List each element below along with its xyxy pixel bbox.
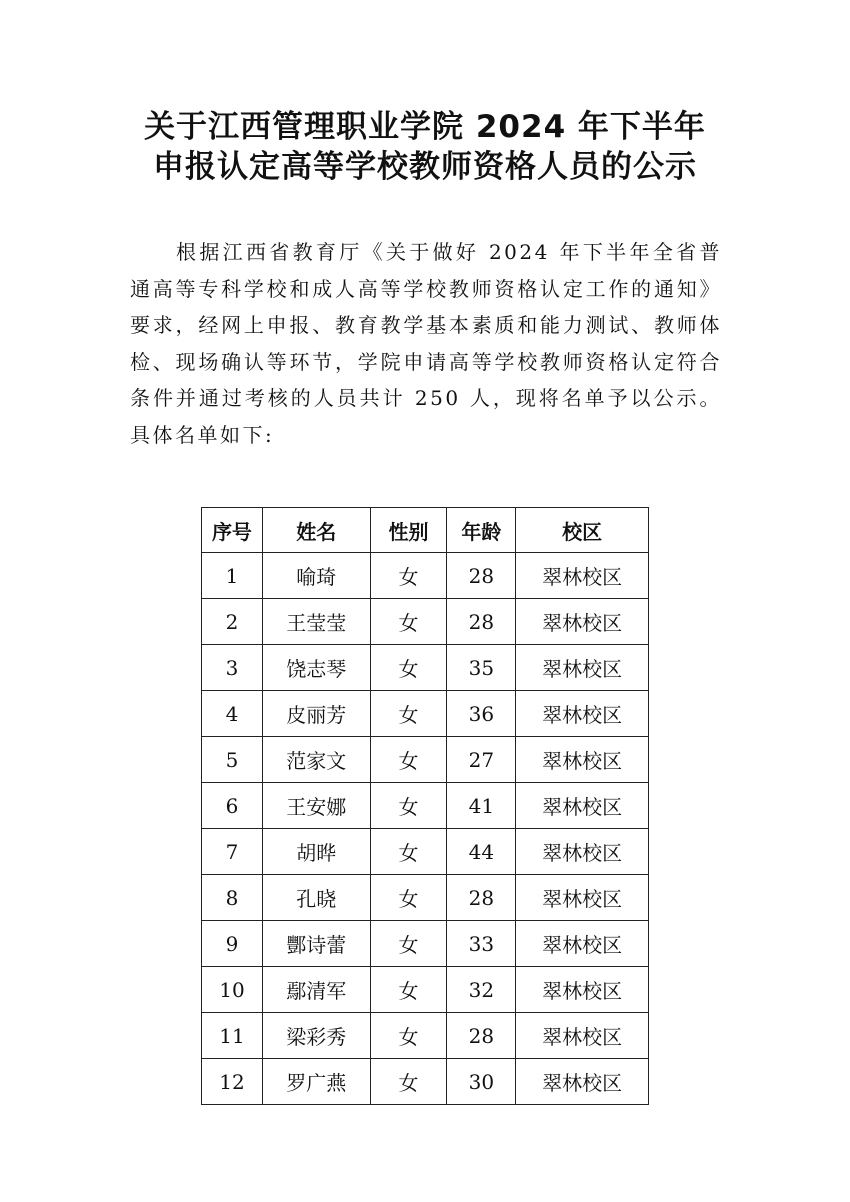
header-campus: 校区: [516, 508, 649, 553]
header-age: 年龄: [447, 508, 516, 553]
cell-age: 28: [447, 553, 516, 599]
cell-serial-number: 2: [202, 599, 263, 645]
cell-serial-number: 5: [202, 737, 263, 783]
table-row: [202, 1059, 649, 1105]
document-title-line-1: 关于江西管理职业学院 2024 年下半年: [144, 109, 706, 145]
cell-age: 35: [447, 645, 516, 691]
cell-campus: 翠林校区: [516, 829, 649, 875]
cell-age: 28: [447, 1013, 516, 1059]
cell-age: 44: [447, 829, 516, 875]
cell-name: 王安娜: [262, 783, 370, 829]
table-row: [202, 875, 649, 921]
cell-gender: 女: [370, 1013, 447, 1059]
table-row: [202, 553, 649, 599]
cell-name: 孔晓: [262, 875, 370, 921]
cell-age: 28: [447, 875, 516, 921]
cell-gender: 女: [370, 691, 447, 737]
cell-name: 胡晔: [262, 829, 370, 875]
cell-name: 饶志琴: [262, 645, 370, 691]
table-row: [202, 921, 649, 967]
table-body: [202, 553, 649, 1105]
table-row: [202, 829, 649, 875]
cell-gender: 女: [370, 553, 447, 599]
cell-gender: 女: [370, 737, 447, 783]
cell-name: 范家文: [262, 737, 370, 783]
cell-name: 喻琦: [262, 553, 370, 599]
cell-serial-number: 10: [202, 967, 263, 1013]
cell-age: 32: [447, 967, 516, 1013]
cell-serial-number: 11: [202, 1013, 263, 1059]
cell-serial-number: 4: [202, 691, 263, 737]
table-row: [202, 599, 649, 645]
cell-name: 王莹莹: [262, 599, 370, 645]
cell-age: 28: [447, 599, 516, 645]
cell-serial-number: 9: [202, 921, 263, 967]
cell-campus: 翠林校区: [516, 1013, 649, 1059]
cell-gender: 女: [370, 1059, 447, 1105]
cell-name: 酆诗蕾: [262, 921, 370, 967]
document-title-line-2: 申报认定高等学校教师资格人员的公示: [153, 149, 697, 185]
table-row: [202, 967, 649, 1013]
cell-campus: 翠林校区: [516, 967, 649, 1013]
cell-serial-number: 8: [202, 875, 263, 921]
roster-table: [201, 507, 649, 1105]
cell-campus: 翠林校区: [516, 783, 649, 829]
cell-gender: 女: [370, 967, 447, 1013]
table-row: [202, 1013, 649, 1059]
cell-age: 36: [447, 691, 516, 737]
cell-gender: 女: [370, 599, 447, 645]
cell-gender: 女: [370, 783, 447, 829]
cell-gender: 女: [370, 875, 447, 921]
cell-name: 鄢清军: [262, 967, 370, 1013]
cell-name: 皮丽芳: [262, 691, 370, 737]
cell-serial-number: 3: [202, 645, 263, 691]
table-row: [202, 737, 649, 783]
header-serial-number: 序号: [202, 508, 263, 553]
cell-age: 30: [447, 1059, 516, 1105]
table-header-row: [202, 508, 649, 553]
notice-paragraph: 根据江西省教育厅《关于做好 2024 年下半年全省普通高等专科学校和成人高等学校教师资格认定工作的通知》要求，经网上申报、教育教学基本素质和能力测试、教师体检、现场确认等环节，学院申请高等学校教师资格认定符合条件并通过考核的人员共计 250 人，现将名单予以公示。具体名单如下:: [130, 240, 722, 447]
cell-serial-number: 1: [202, 553, 263, 599]
cell-campus: 翠林校区: [516, 921, 649, 967]
cell-campus: 翠林校区: [516, 875, 649, 921]
table-row: [202, 691, 649, 737]
cell-name: 罗广燕: [262, 1059, 370, 1105]
cell-serial-number: 12: [202, 1059, 263, 1105]
cell-age: 33: [447, 921, 516, 967]
header-name: 姓名: [262, 508, 370, 553]
cell-gender: 女: [370, 829, 447, 875]
table-row: [202, 783, 649, 829]
cell-serial-number: 6: [202, 783, 263, 829]
table-row: [202, 645, 649, 691]
cell-campus: 翠林校区: [516, 599, 649, 645]
cell-campus: 翠林校区: [516, 1059, 649, 1105]
cell-serial-number: 7: [202, 829, 263, 875]
cell-campus: 翠林校区: [516, 737, 649, 783]
cell-campus: 翠林校区: [516, 553, 649, 599]
header-gender: 性别: [370, 508, 447, 553]
cell-age: 41: [447, 783, 516, 829]
cell-campus: 翠林校区: [516, 645, 649, 691]
cell-age: 27: [447, 737, 516, 783]
cell-name: 梁彩秀: [262, 1013, 370, 1059]
cell-gender: 女: [370, 645, 447, 691]
cell-gender: 女: [370, 921, 447, 967]
cell-campus: 翠林校区: [516, 691, 649, 737]
